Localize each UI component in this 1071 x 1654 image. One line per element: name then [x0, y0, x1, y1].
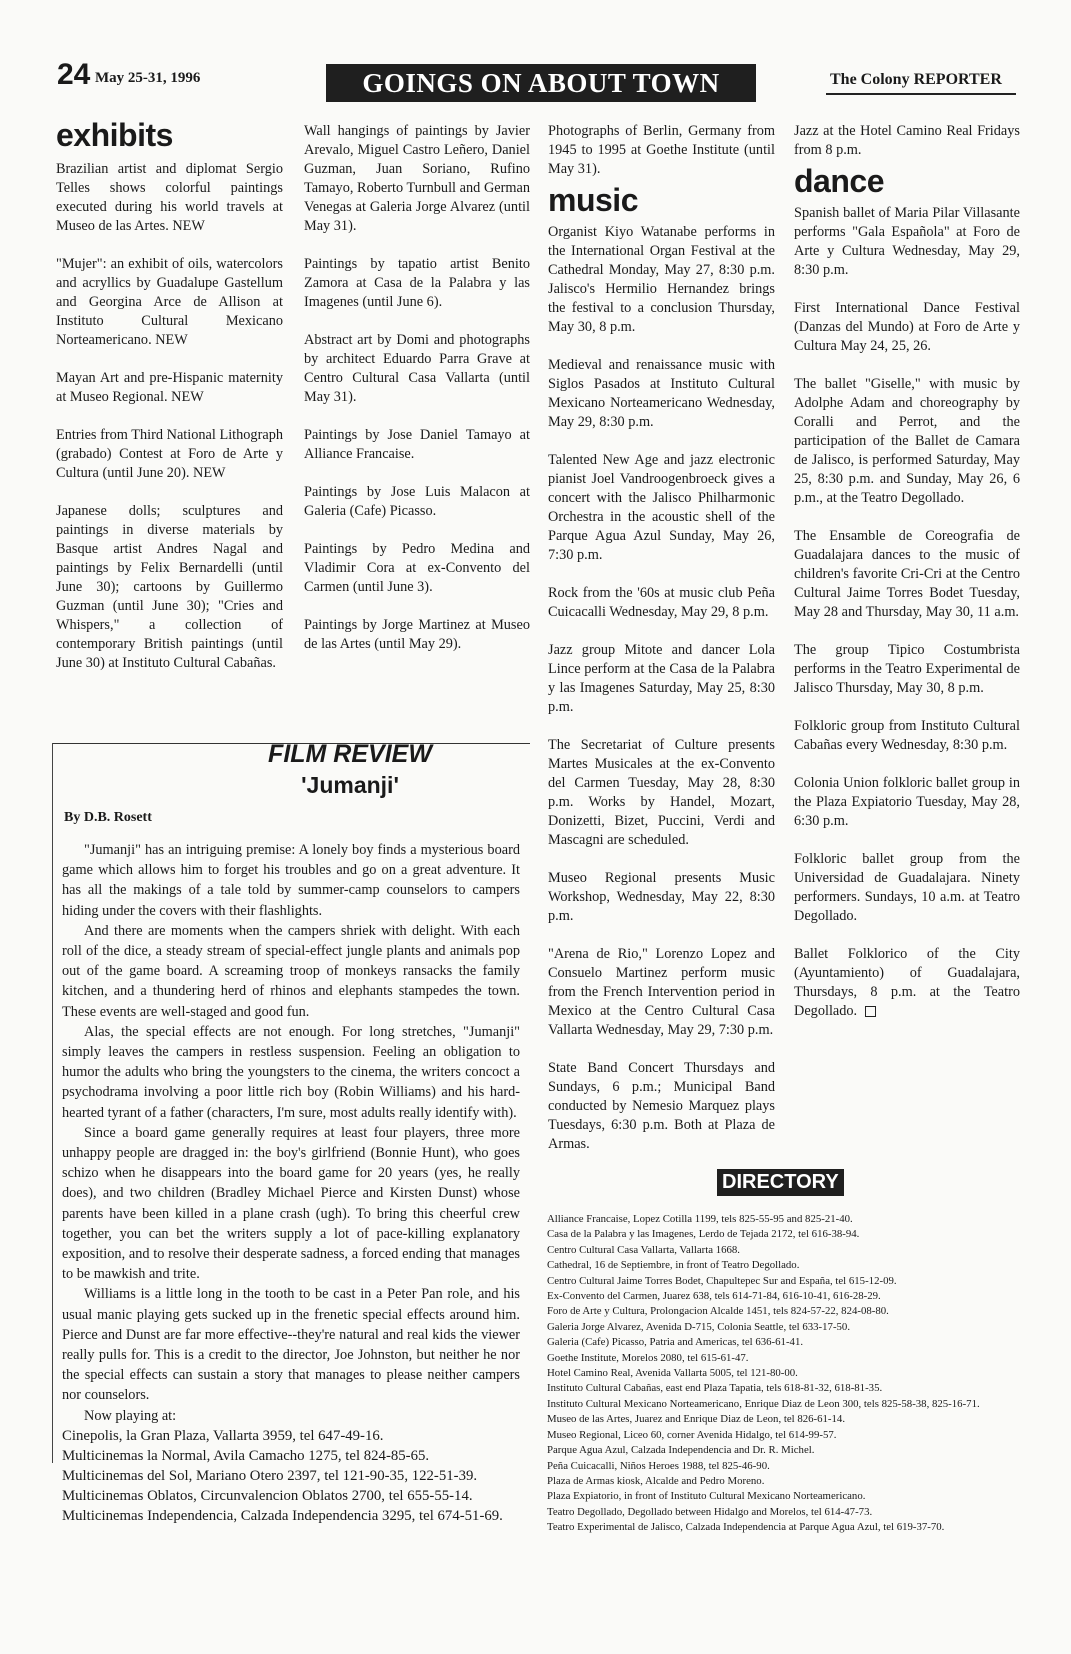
exhibit-item: Abstract art by Domi and photographs by architect Eduardo Parra Grave at Centro Cultural Casa Vallarta (until May 31).: [304, 332, 530, 405]
exhibit-item: Paintings by Pedro Medina and Vladimir Cora at ex-Convento del Carmen (until June 3).: [304, 541, 530, 595]
music-heading: music: [548, 182, 638, 218]
directory-entry: Foro de Arte y Cultura, Prolongacion Alcalde 1451, tels 824-57-22, 824-08-80.: [547, 1305, 889, 1318]
music-item: Rock from the '60s at music club Peña Cuicacalli Wednesday, May 29, 8 p.m.: [548, 585, 775, 620]
exhibit-item: Paintings by Jose Luis Malacon at Galeria (Cafe) Picasso.: [304, 484, 530, 519]
directory-entry: Museo Regional, Liceo 60, corner Avenida Hidalgo, tel 614-99-57.: [547, 1428, 837, 1441]
directory-entry: Teatro Degollado, Degollado between Hidalgo and Morelos, tel 614-47-73.: [547, 1505, 873, 1518]
film-review-body: [62, 840, 520, 1526]
dance-item: The group Tipico Costumbrista performs in the Teatro Experimental de Jalisco Thursday, May 30, 8 p.m.: [794, 642, 1020, 696]
film-review-label: FILM REVIEW: [268, 740, 432, 768]
directory-entry: Cathedral, 16 de Septiembre, in front of Teatro Degollado.: [547, 1259, 800, 1272]
directory-entry: Instituto Cultural Cabañas, east end Plaza Tapatia, tels 618-81-32, 618-81-35.: [547, 1382, 883, 1395]
dance-item: The Ensamble de Coreografia de Guadalajara dances to the music of children's favorite Cri-Cri at the Centro Cultural Jaime Torres Bodet Tuesday, May 28 and Thursday, May 30, 11 a.m.: [794, 528, 1020, 620]
dance-item: The ballet "Giselle," with music by Adolphe Adam and choreography by Coralli and Perrot, and the participation of the Ballet de Camara de Jalisco, is performed Saturday, May 25, 8:30 p.m. and Sunday, May 26, 6 p.m., at the Teatro Degollado.: [794, 376, 1020, 506]
exhibit-item: Paintings by Jose Daniel Tamayo at Alliance Francaise.: [304, 427, 530, 462]
directory-entry: Centro Cultural Casa Vallarta, Vallarta 1668.: [547, 1243, 740, 1256]
directory-entry: Museo de las Artes, Juarez and Enrique Diaz de Leon, tel 826-61-14.: [547, 1413, 846, 1426]
exhibits-column-2: [304, 122, 530, 673]
film-review-byline: By D.B. Rosett: [64, 810, 152, 825]
end-of-section-mark: [865, 1006, 876, 1017]
exhibits-column-1: [56, 160, 283, 692]
cinema-listing: Multicinemas del Sol, Mariano Otero 2397, tel 121-90-35, 122-51-39.: [62, 1467, 478, 1484]
dance-item: Folkloric group from Instituto Cultural Cabañas every Wednesday, 8:30 p.m.: [794, 718, 1020, 753]
directory-list: [547, 1212, 1017, 1536]
music-column: [548, 122, 775, 1173]
dance-column: [794, 122, 1020, 1040]
review-paragraph: Williams is a little long in the tooth to be cast in a Peter Pan role, and his usual manic playing gets sucked up in the frenetic special effects around him. Pierce and Dunst are far more effective--they're natural and real kids the viewer really pulls for. This is a credit to the director, Joe Johnston, but neither he nor the special effects can sustain a story that manages to please neither campers nor counselors.: [62, 1286, 520, 1404]
music-item: The Secretariat of Culture presents Martes Musicales at the ex-Convento del Carmen Tuesday, May 28, 8:30 p.m. Works by Handel, Mozart, Donizetti, Bizet, Puccini, Verdi and Mascagni are scheduled.: [548, 737, 775, 848]
directory-heading: DIRECTORY: [717, 1169, 844, 1196]
directory-entry: Ex-Convento del Carmen, Juarez 638, tels 614-71-84, 616-10-41, 616-28-29.: [547, 1290, 881, 1303]
directory-entry: Galeria (Cafe) Picasso, Patria and Americas, tel 636-61-41.: [547, 1336, 804, 1349]
music-item: "Arena de Rio," Lorenzo Lopez and Consuelo Martinez perform music from the French Intervention period in Mexico at the Centro Cultural Casa Vallarta Wednesday, May 29, 7:30 p.m.: [548, 946, 775, 1038]
music-item: Jazz group Mitote and dancer Lola Lince perform at the Casa de la Palabra y las Imagenes Saturday, May 25, 8:30 p.m.: [548, 642, 775, 715]
cinema-listing: Multicinemas Independencia, Calzada Independencia 3295, tel 674-51-69.: [62, 1507, 503, 1524]
review-paragraph: And there are moments when the campers shriek with delight. With each roll of the dice, a steady stream of special-effect jungle plants and animals pop out of the game board. A screaming troop of monkeys ransacks the family kitchen, and a thundering herd of rhinos and elephants stampedes the town. These events are well-staged and good fun.: [62, 922, 520, 1020]
review-paragraph: "Jumanji" has an intriguing premise: A lonely boy finds a mysterious board game which allows him to forget his troubles and go on a great adventure. It has all the makings of a tale told by summer-camp counselors to campers hiding under the covers with their flashlights.: [62, 842, 520, 919]
exhibit-item: Entries from Third National Lithograph (grabado) Contest at Foro de Arte y Cultura (until June 20). NEW: [56, 427, 283, 481]
directory-entry: Plaza Expiatorio, in front of Instituto Cultural Mexicano Norteamericano.: [547, 1490, 866, 1503]
issue-date: May 25-31, 1996: [95, 70, 201, 86]
directory-entry: Centro Cultural Jaime Torres Bodet, Chapultepec Sur and España, tel 615-12-09.: [547, 1274, 897, 1287]
now-playing-label: Now playing at:: [84, 1407, 177, 1424]
exhibit-item: Japanese dolls; sculptures and paintings in diverse materials by Basque artist Andres Nagal and paintings by Felix Bernardelli (until June 30); cartoons by Guillermo Guzman (until June 30); "Cries and Whispers," a collection of contemporary British paintings (until June 30) at Instituto Cultural Cabañas.: [56, 503, 283, 671]
review-paragraph: Alas, the special effects are not enough. For long stretches, "Jumanji" simply leaves the campers in restless suspension. Feeling an obligation to humor the adults who bring the youngsters to the cinema, the writers concoct a psychodrama involving a poor little rich boy (Robin Williams) and his hard-hearted tyrant of a father (characters, I'm sure, most adults really identify with).: [62, 1023, 520, 1121]
exhibit-item: Photographs of Berlin, Germany from 1945 to 1995 at Goethe Institute (until May 31).: [548, 123, 775, 177]
directory-entry: Plaza de Armas kiosk, Alcalde and Pedro Moreno.: [547, 1474, 765, 1487]
music-item: Talented New Age and jazz electronic pianist Joel Vandroogenbroeck gives a concert with the Jalisco Philharmonic Orchestra in the acoustic shell of the Parque Agua Azul Sunday, May 26, 7:30 p.m.: [548, 452, 775, 563]
directory-entry: Hotel Camino Real, Avenida Vallarta 5005, tel 121-80-00.: [547, 1367, 798, 1380]
dance-item-text: Ballet Folklorico of the City (Ayuntamiento) of Guadalajara, Thursdays, 8 p.m. at the Teatro Degollado.: [794, 946, 1020, 1019]
exhibit-item: Paintings by tapatio artist Benito Zamora at Casa de la Palabra y las Imagenes (until June 6).: [304, 256, 530, 310]
section-masthead: GOINGS ON ABOUT TOWN: [326, 64, 756, 102]
dance-item: Spanish ballet of Maria Pilar Villasante performs "Gala Española" at Foro de Arte y Cultura Wednesday, May 29, 8:30 p.m.: [794, 205, 1020, 278]
directory-entry: Goethe Institute, Morelos 2080, tel 615-61-47.: [547, 1351, 749, 1364]
dance-item: [794, 945, 1020, 1021]
film-review-title: 'Jumanji': [301, 772, 399, 798]
music-item: Organist Kiyo Watanabe performs in the International Organ Festival at the Cathedral Monday, May 27, 8:30 p.m. Jalisco's Hermilio Hernandez brings the festival to a conclusion Thursday, May 30, 8 p.m.: [548, 224, 775, 335]
music-item: Jazz at the Hotel Camino Real Fridays from 8 p.m.: [794, 123, 1020, 158]
directory-entry: Parque Agua Azul, Calzada Independencia and Dr. R. Michel.: [547, 1444, 815, 1457]
cinema-list: [62, 1426, 520, 1526]
music-item: State Band Concert Thursdays and Sundays, 6 p.m.; Municipal Band conducted by Nemesio Marquez plays Tuesdays, 6:30 p.m. Both at Plaza de Armas.: [548, 1060, 775, 1152]
exhibit-item: Mayan Art and pre-Hispanic maternity at Museo Regional. NEW: [56, 370, 283, 405]
cinema-listing: Cinepolis, la Gran Plaza, Vallarta 3959, tel 647-49-16.: [62, 1427, 384, 1444]
directory-entry: Alliance Francaise, Lopez Cotilla 1199, tels 825-55-95 and 825-21-40.: [547, 1213, 853, 1225]
exhibit-item: Wall hangings of paintings by Javier Arevalo, Miguel Castro Leñero, Daniel Guzman, Juan Soriano, Rufino Tamayo, Roberto Turnbull and German Venegas at Galeria Jorge Alvarez (until May 31).: [304, 123, 530, 234]
dance-item: Colonia Union folkloric ballet group in the Plaza Expiatorio Tuesday, May 28, 6:30 p.m.: [794, 775, 1020, 829]
directory-entry: Instituto Cultural Mexicano Norteamericano, Enrique Diaz de Leon 300, tels 825-58-38, 825-16-71.: [547, 1397, 980, 1410]
music-item: Museo Regional presents Music Workshop, Wednesday, May 22, 8:30 p.m.: [548, 870, 775, 924]
directory-entry: Casa de la Palabra y las Imagenes, Lerdo de Tejada 2172, tel 616-38-94.: [547, 1228, 860, 1241]
cinema-listing: Multicinemas la Normal, Avila Camacho 1275, tel 824-85-65.: [62, 1447, 430, 1464]
dance-item: First International Dance Festival (Danzas del Mundo) at Foro de Arte y Cultura May 24, 25, 26.: [794, 300, 1020, 354]
directory-entry: Teatro Experimental de Jalisco, Calzada Independencia at Parque Agua Azul, tel 619-37-70.: [547, 1521, 945, 1534]
publication-name: The Colony REPORTER: [830, 71, 1002, 88]
exhibit-item: "Mujer": an exhibit of oils, watercolors and acryllics by Guadalupe Gastellum and Georgina Arce de Allison at Instituto Cultural Mexicano Norteamericano. NEW: [56, 256, 283, 348]
music-item: Medieval and renaissance music with Siglos Pasados at Instituto Cultural Mexicano Norteamericano Wednesday, May 29, 8:30 p.m.: [548, 357, 775, 430]
header-rule: [826, 93, 1016, 95]
page-number: 24: [57, 58, 91, 91]
exhibit-item: Brazilian artist and diplomat Sergio Telles shows colorful paintings executed during his world travels at Museo de las Artes. NEW: [56, 161, 283, 234]
directory-entry: Peña Cuicacalli, Niños Heroes 1988, tel 825-46-90.: [547, 1459, 770, 1472]
cinema-listing: Multicinemas Oblatos, Circunvalencion Oblatos 2700, tel 655-55-14.: [62, 1487, 473, 1504]
dance-heading: dance: [794, 163, 884, 199]
exhibit-item: Paintings by Jorge Martinez at Museo de las Artes (until May 29).: [304, 617, 530, 652]
exhibits-heading: exhibits: [56, 117, 173, 153]
dance-item: Folkloric ballet group from the Universidad de Guadalajara. Ninety performers. Sundays, 10 a.m. at Teatro Degollado.: [794, 851, 1020, 924]
directory-entry: Galeria Jorge Alvarez, Avenida D-715, Colonia Seattle, tel 633-17-50.: [547, 1320, 851, 1333]
film-review-border-left: [52, 743, 53, 1463]
review-paragraph: Since a board game generally requires at least four players, three more unhappy people are dragged in: the boy's girlfriend (Bonnie Hunt), who goes schizo when he disappears into the board game for 20 years (yes, he really does), and two children (Bradley Michael Pierce and Kirsten Dunst) whose parents have been killed in a plane crash (ugh). To bring this cheerful crew together, you can bet the writers supply a lot of pace-killing explanatory exposition, and to resolve their desperate sadness, a forced ending that manages to be mawkish and trite.: [62, 1124, 520, 1283]
